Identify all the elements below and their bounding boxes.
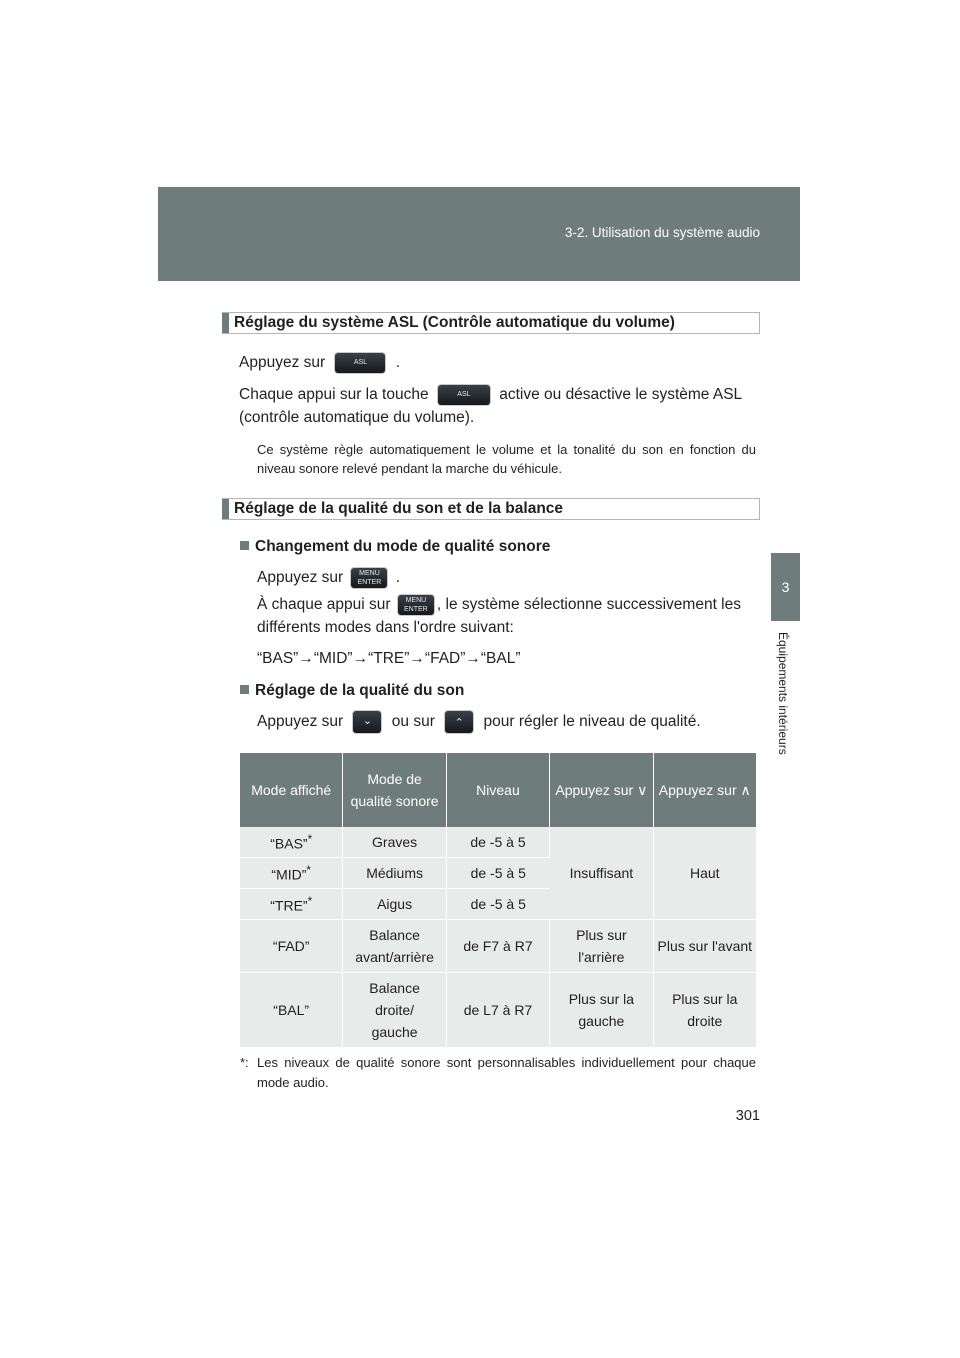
- col-header: Appuyez sur ∨: [550, 753, 653, 827]
- chapter-label-text: Équipements intérieurs: [776, 632, 790, 755]
- arrow-icon: →: [298, 650, 314, 667]
- col-header: Mode de qualité sonore: [343, 753, 446, 827]
- asl-press-suffix: .: [395, 354, 401, 371]
- chapter-label: [768, 632, 798, 782]
- quality-heading-text: Réglage de la qualité du son et de la balance: [234, 500, 564, 517]
- cell-up-merged: Haut: [653, 827, 756, 920]
- quality-section-heading: [222, 498, 760, 520]
- mode-sequence: [257, 648, 757, 670]
- footnote-star: *: [307, 895, 313, 909]
- cell-mode: “FAD”: [240, 920, 343, 973]
- updown-prefix: Appuyez sur: [257, 713, 344, 731]
- updown-line: [257, 711, 757, 733]
- cell-level: de -5 à 5: [446, 858, 549, 889]
- cell-up: Plus sur la droite: [653, 973, 756, 1048]
- footnote: [240, 1053, 756, 1093]
- chapter-tab: 3: [771, 553, 800, 621]
- cell-mode: [240, 858, 343, 889]
- cell-down: Plus sur l'arrière: [550, 920, 653, 973]
- menu-line3: différents modes dans l'ordre suivant:: [257, 619, 514, 636]
- asl-line3: (contrôle automatique du volume).: [239, 409, 475, 426]
- cell-level: de -5 à 5: [446, 889, 549, 920]
- asl-press-line: [239, 352, 759, 374]
- table-row: [240, 973, 756, 1048]
- arrow-icon: →: [465, 650, 481, 667]
- footnote-star: *: [307, 833, 313, 847]
- updown-mid: ou sur: [391, 713, 435, 731]
- menu-press-suffix: .: [395, 569, 401, 586]
- arrow-icon: →: [352, 650, 369, 667]
- menu-line2-prefix: À chaque appui sur: [257, 596, 391, 613]
- cell-mode: [240, 827, 343, 858]
- sub1-title: Changement du mode de qualité sonore: [255, 538, 551, 555]
- arrow-icon: →: [409, 650, 425, 667]
- asl-line2-suffix: active ou désactive le système ASL: [499, 386, 743, 403]
- cell-up: Plus sur l'avant: [653, 920, 756, 973]
- col-header: Niveau: [446, 753, 549, 827]
- cell-mode: “BAL”: [240, 973, 343, 1048]
- asl-section-heading: [222, 312, 760, 334]
- table-row: [240, 920, 756, 973]
- square-bullet-icon: [240, 685, 249, 694]
- asl-press-prefix: Appuyez sur: [239, 354, 326, 371]
- cell-quality: Médiums: [343, 858, 446, 889]
- col-header: Appuyez sur ∧: [653, 753, 756, 827]
- menu-enter-button[interactable]: MENU ENTER: [398, 595, 434, 615]
- menu-enter-button[interactable]: MENU ENTER: [351, 568, 387, 588]
- menu-press-line: [257, 567, 757, 589]
- menu-line2: [257, 594, 757, 616]
- sequence-item: “BAL”: [480, 650, 521, 667]
- cell-level: de L7 à R7: [446, 973, 549, 1048]
- page-number: 301: [735, 1108, 760, 1124]
- asl-button[interactable]: ASL: [335, 353, 385, 373]
- mode-text: “BAS”: [270, 835, 308, 852]
- col-header: Mode affiché: [240, 753, 343, 827]
- down-button[interactable]: ⌄: [353, 711, 381, 733]
- mode-text: “MID”: [271, 866, 307, 883]
- sub2-title: Réglage de la qualité du son: [255, 682, 465, 699]
- asl-button[interactable]: ASL: [438, 385, 490, 405]
- asl-line2-prefix: Chaque appui sur la touche: [239, 386, 429, 403]
- cell-mode: [240, 889, 343, 920]
- table-row: [240, 827, 756, 858]
- cell-quality: Balance avant/arrière: [343, 920, 446, 973]
- up-button[interactable]: ⌃: [445, 711, 473, 733]
- cell-down-merged: Insuffisant: [550, 827, 653, 920]
- sequence-item: “FAD”: [424, 650, 466, 667]
- section-title: 3-2. Utilisation du système audio: [564, 225, 760, 240]
- footnote-mark: *:: [240, 1055, 249, 1070]
- asl-note: Ce système règle automatiquement le volume et la tonalité du son en fonction du niveau sonore relevé pendant la marche du véhicule.: [257, 442, 756, 476]
- menu-press-prefix: Appuyez sur: [257, 569, 344, 586]
- cell-down: Plus sur la gauche: [550, 973, 653, 1048]
- cell-quality: Balance droite/ gauche: [343, 973, 446, 1048]
- square-bullet-icon: [240, 541, 249, 550]
- sequence-item: “BAS”: [257, 650, 299, 667]
- cell-level: de F7 à R7: [446, 920, 549, 973]
- cell-quality: Graves: [343, 827, 446, 858]
- sequence-item: “TRE”: [368, 650, 410, 667]
- updown-suffix: pour régler le niveau de qualité.: [483, 713, 701, 731]
- asl-line2: [239, 384, 759, 406]
- cell-quality: Aigus: [343, 889, 446, 920]
- menu-line2-suffix: , le système sélectionne successivement les: [436, 596, 741, 613]
- footnote-star: *: [306, 864, 311, 878]
- sound-quality-table: [240, 753, 756, 1048]
- cell-level: de -5 à 5: [446, 827, 549, 858]
- sub-heading-mode: [240, 538, 550, 556]
- sequence-item: “MID”: [313, 650, 353, 667]
- asl-heading-text: Réglage du système ASL (Contrôle automatique du volume): [234, 314, 675, 331]
- sub-heading-quality: [240, 682, 464, 700]
- mode-text: “TRE”: [270, 897, 308, 914]
- footnote-text: Les niveaux de qualité sonore sont personnalisables individuellement pour chaque mode audio.: [257, 1055, 756, 1090]
